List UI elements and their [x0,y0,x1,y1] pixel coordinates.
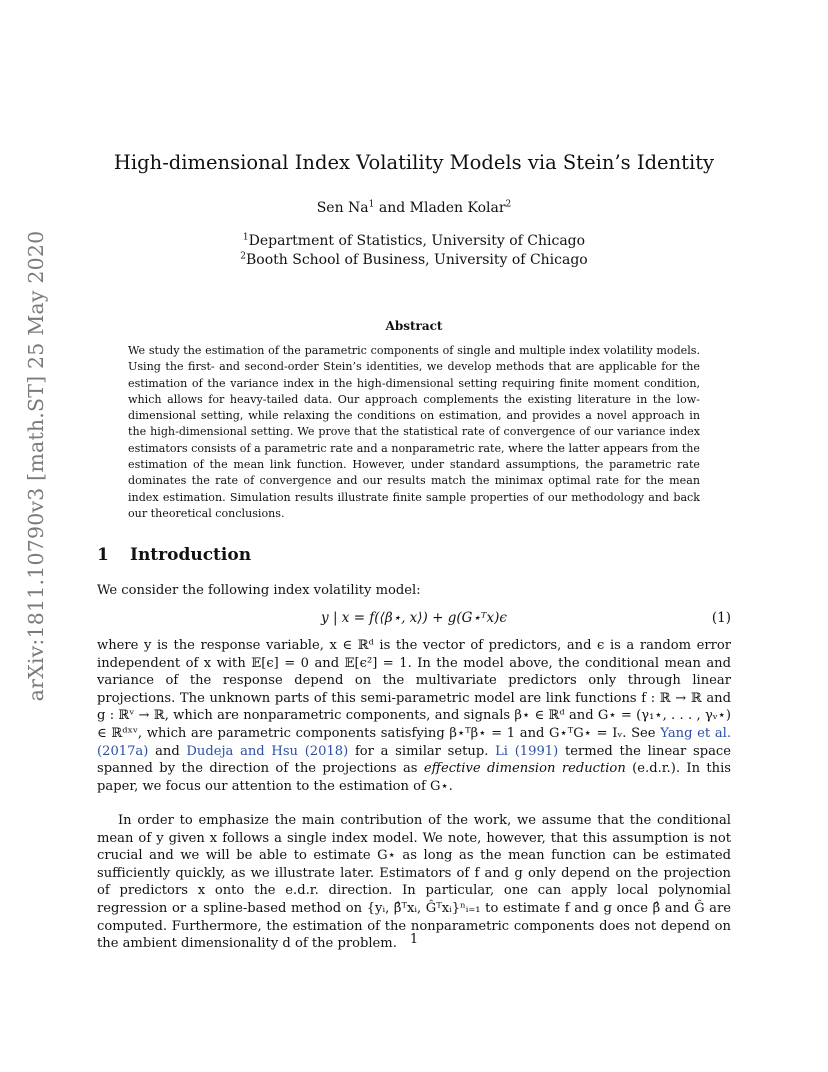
page-number: 1 [409,932,419,947]
author-name: Sen Na [316,200,369,216]
affiliation-mark: 2 [505,199,512,210]
author-name: Mladen Kolar [409,200,506,216]
equation-1 [97,610,731,632]
citation-link[interactable]: Li (1991) [495,743,559,759]
paragraph-text: where y is the response variable, x ∈ ℝᵈ is the vector of predictors, and ϵ is a random error independent of x with 𝔼[ϵ] = 0 and 𝔼[ϵ²] = 1. In the model above, the conditional mean and variance of the response depend on the multivariate predictors only through linear projections. The unknown parts of this semi-parametric model are link functions f : ℝ → ℝ and g : ℝᵛ → ℝ, which are nonparametric components, and signals β⋆ ∈ ℝᵈ and G⋆ = (γ₁⋆, . . . , γᵥ⋆) ∈ ℝᵈˣᵛ, which are parametric components satisfying β⋆ᵀβ⋆ = 1 and G⋆ᵀG⋆ = Iᵥ. See [97,638,731,741]
affiliation-mark: 2 [240,251,246,262]
paragraph: In order to emphasize the main contribution of the work, we assume that the conditional mean of y given x follows a single index model. We note, however, that this assumption is not crucial and we will be able to estimate G⋆ as long as the mean function can be estimated sufficiently quickly, as we illustrate later. Estimators of f and g only depend on the projection of predictors x onto the e.d.r. direction. In particular, one can apply local polynomial regression or a spline-based method on {yᵢ, β̂ᵀxᵢ, Ĝᵀxᵢ}ⁿᵢ₌₁ to estimate f and g once β̂ and Ĝ are computed. Furthermore, the estimation of the nonparametric components does not depend on the ambient dimensionality d of the problem. [97,813,731,952]
paragraph [97,637,731,795]
abstract-heading: Abstract [385,319,443,333]
section-number: 1 [97,545,109,565]
paragraph-text: (e.d.r.). In this paper, we focus our attention to the estimation of G⋆. [97,761,732,794]
affiliation [0,252,828,268]
affiliation [0,233,828,249]
author-joiner: and [374,200,410,216]
equation-number: (1) [711,610,731,626]
emphasized-term: effective dimension reduction [423,761,626,777]
section-heading [97,545,251,565]
paper-title: High-dimensional Index Volatility Models via Stein’s Identity [113,151,715,174]
paragraph-text: termed the linear space spanned by the direction of the projections as [97,743,731,777]
affiliation-text: Booth School of Business, University of Chicago [245,252,588,268]
arxiv-identifier-text: arXiv:1811.10790v3 [math.ST] 25 May 2020 [24,230,48,702]
affiliation-text: Department of Statistics, University of Chicago [248,233,586,249]
paragraph-text: for a similar setup. [348,743,496,759]
citation-link[interactable]: Dudeja and Hsu (2018) [186,743,349,759]
citation-link[interactable]: Yang et al. (2017a) [97,725,731,759]
equation-text: y | x = f(⟨β⋆, x⟩) + g(G⋆ᵀx)ϵ [321,610,507,626]
affiliation-mark: 1 [242,232,249,243]
author-line [0,200,828,216]
abstract-body: We study the estimation of the parametric components of single and multiple index volatility models. Using the first- and second-order Stein’s identities, we develop methods that are applicable for the estimation of the variance index in the high-dimensional setting requiring finite moment condition, which allows for heavy-tailed data. Our approach complements the existing literature in the low-dimensional setting, while relaxing the conditions on estimation, and provides a novel approach in the high-dimensional setting. We prove that the statistical rate of convergence of our variance index estimators consists of a parametric rate and a nonparametric rate, where the latter appears from the estimation of the mean link function. However, under standard assumptions, the parametric rate dominates the rate of convergence and our results match the minimax optimal rate for the mean index estimation. Simulation results illustrate finite sample properties of our methodology and back our theoretical conclusions. [128,344,700,520]
section-title: Introduction [130,545,252,565]
affiliation-mark: 1 [368,199,375,210]
paragraph-text: and [148,743,187,759]
intro-sentence: We consider the following index volatility model: [97,583,421,598]
